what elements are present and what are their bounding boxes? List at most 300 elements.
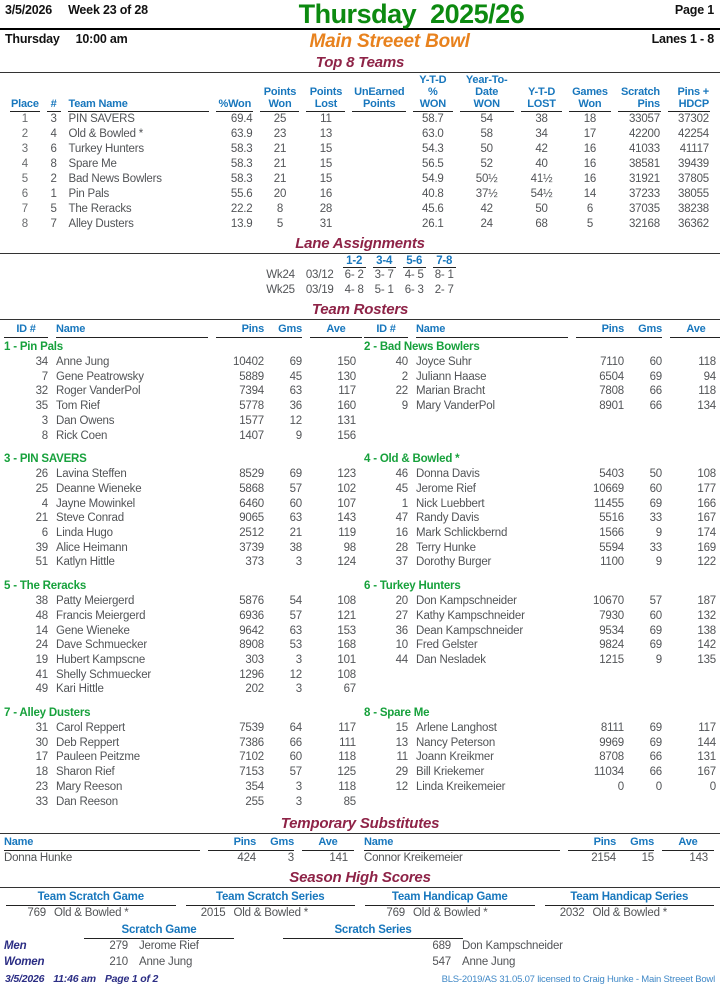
standing-ytd_lost: 34	[535, 128, 548, 140]
team-award-score: 2015	[200, 907, 226, 920]
section-title-top-teams: Top 8 Teams	[0, 54, 720, 73]
player-ave: 0	[709, 780, 716, 793]
lane-matchup: 6- 2	[344, 269, 364, 281]
roster-col-name: Name	[56, 322, 208, 338]
standing-pts_won: 23	[273, 128, 287, 140]
subs-col-pins: Pins	[233, 836, 256, 849]
standing-ytd_lost: 41½	[530, 173, 553, 185]
roster-team-title: 7 - Alley Dusters	[4, 707, 91, 720]
roster-player-row	[4, 541, 356, 556]
standing-pct_won: 22.2	[230, 203, 253, 215]
roster-col-pins: Pins	[601, 323, 624, 335]
player-name: Mary VanderPol	[416, 400, 495, 413]
top8-col-line2: LOST	[527, 98, 556, 110]
team-award	[186, 890, 356, 921]
player-name: Mary Reeson	[56, 780, 123, 793]
standing-pct_won: 55.6	[230, 188, 253, 200]
lane-matchup: 4- 5	[404, 269, 424, 281]
player-ave: 131	[337, 414, 356, 427]
player-name: Katlyn Hittle	[56, 556, 115, 569]
player-name: Alice Heimann	[56, 541, 128, 554]
roster-team-title: 3 - PIN SAVERS	[4, 453, 87, 466]
women-series-name: Anne Jung	[462, 955, 516, 968]
roster-player-row	[4, 682, 356, 697]
standing-scratch_pins: 42200	[628, 128, 660, 140]
player-pins: 7153	[239, 766, 264, 779]
roster-player-row	[364, 780, 716, 795]
roster-player-row	[4, 795, 356, 810]
player-pins: 10669	[593, 482, 624, 495]
standing-ytd_won: 42	[480, 203, 493, 215]
standing-pins_hdcp: 41117	[679, 143, 709, 155]
player-gms: 12	[289, 668, 302, 681]
women-label: Women	[4, 955, 45, 968]
league-time: 10:00 am	[75, 32, 128, 46]
player-id: 39	[35, 541, 48, 554]
top8-col-header	[668, 73, 710, 112]
team-award-score: 2032	[559, 907, 585, 920]
team-award-label: Team Handicap Series	[545, 890, 715, 906]
standing-team: Alley Dusters	[68, 218, 134, 230]
lane-pair-header: 1-2	[343, 255, 366, 268]
women-game-name: Anne Jung	[139, 955, 193, 968]
standing-games_won: 5	[586, 218, 594, 230]
standing-scratch_pins: 41033	[628, 143, 660, 155]
player-gms: 54	[289, 595, 302, 608]
player-ave: 124	[337, 556, 356, 569]
team-award-score: 769	[27, 907, 46, 920]
standing-ytd_pct: 58.7	[422, 113, 444, 125]
player-pins: 9534	[599, 624, 624, 637]
top8-col-header	[306, 73, 345, 112]
footer-print-date: 3/5/2026	[5, 973, 45, 985]
player-ave: 107	[337, 497, 356, 510]
standing-unearned	[352, 157, 406, 172]
substitute-name: Connor Kreikemeier	[364, 852, 463, 865]
player-pins: 7394	[239, 385, 264, 398]
player-pins: 3739	[239, 541, 264, 554]
roster-player-row	[4, 594, 356, 609]
standing-pts_lost: 16	[319, 188, 333, 200]
team-standing-row	[10, 127, 710, 142]
player-gms: 64	[289, 722, 302, 735]
top8-col-line1: Points	[263, 86, 297, 98]
player-gms: 0	[655, 780, 662, 793]
roster-team-block	[364, 452, 716, 570]
roster-player-row	[4, 482, 356, 497]
roster-team-block	[364, 340, 716, 443]
standing-games_won: 16	[583, 173, 597, 185]
player-gms: 33	[649, 541, 662, 554]
player-id: 12	[395, 780, 408, 793]
player-name: Gene Peatrowsky	[56, 370, 144, 383]
player-ave: 135	[697, 653, 716, 666]
standing-pts_lost: 11	[320, 113, 332, 125]
standing-ytd_won: 50	[480, 143, 493, 155]
roster-team-title: 4 - Old & Bowled *	[364, 453, 460, 466]
top8-col-header	[618, 73, 661, 112]
roster-grid	[4, 340, 716, 809]
standing-pts_won: 8	[276, 203, 284, 215]
player-pins: 1566	[599, 527, 624, 540]
lanes-label: Lanes 1 - 8	[651, 32, 714, 46]
top8-col-line1: Games	[572, 86, 608, 98]
standing-unearned	[352, 112, 406, 127]
substitute-gms: 15	[641, 852, 654, 865]
player-name: Joyce Suhr	[416, 356, 472, 368]
standing-pins_hdcp: 37302	[678, 113, 709, 125]
player-name: Hubert Kampscne	[56, 653, 146, 666]
lane-header-spacer	[264, 255, 297, 268]
player-name: Dan Owens	[56, 414, 115, 427]
standing-pts_lost: 15	[319, 158, 333, 170]
player-ave: 118	[698, 356, 716, 368]
roster-player-row	[364, 653, 716, 668]
player-name: Francis Meiergerd	[56, 609, 146, 622]
standing-pins_hdcp: 42254	[678, 128, 709, 140]
player-id: 48	[35, 609, 48, 622]
player-id: 46	[395, 468, 408, 481]
player-pins: 1296	[239, 668, 264, 681]
roster-player-row	[4, 384, 356, 399]
player-id: 35	[35, 400, 48, 413]
player-ave: 85	[343, 795, 356, 808]
team-award-team: Old & Bowled *	[54, 907, 129, 920]
roster-player-row	[4, 609, 356, 624]
player-gms: 57	[289, 766, 302, 779]
player-id: 6	[41, 527, 48, 540]
roster-player-row	[4, 765, 356, 780]
player-gms: 9	[655, 653, 662, 666]
men-high-score-row	[0, 939, 720, 955]
player-ave: 108	[337, 668, 356, 681]
player-pins: 7102	[239, 751, 264, 764]
roster-col-pins: Pins	[241, 323, 264, 335]
individual-award-headers	[0, 923, 720, 939]
player-id: 41	[35, 668, 48, 681]
roster-player-row	[364, 609, 716, 624]
standing-team: Turkey Hunters	[68, 143, 144, 155]
player-id: 7	[41, 370, 48, 383]
standing-ytd_lost: 68	[535, 218, 548, 230]
standing-place: 5	[21, 173, 28, 185]
player-gms: 63	[289, 385, 302, 398]
top8-col-line1: Points	[309, 86, 343, 98]
player-id: 25	[35, 482, 48, 495]
player-name: Donna Davis	[416, 468, 480, 481]
player-ave: 122	[697, 556, 716, 569]
standing-place: 1	[21, 113, 28, 125]
player-gms: 66	[649, 751, 662, 764]
player-name: Jerome Rief	[416, 482, 476, 495]
team-standing-row	[10, 217, 710, 232]
substitute-gms: 3	[287, 852, 294, 865]
subs-col-ave: Ave	[662, 835, 714, 851]
top8-col-line2: WON	[473, 98, 500, 110]
player-name: Gene Wieneke	[56, 624, 130, 637]
standing-num: 7	[50, 218, 57, 230]
team-standing-row	[10, 187, 710, 202]
player-name: Deb Reppert	[56, 736, 120, 749]
standing-ytd_lost: 54½	[530, 188, 553, 200]
roster-col-id: ID #	[4, 322, 48, 338]
player-ave: 156	[337, 429, 356, 442]
top8-col-line1: Y-T-D	[527, 86, 556, 98]
standing-unearned	[352, 172, 406, 187]
player-gms: 69	[649, 370, 662, 383]
standing-pts_won: 20	[273, 188, 287, 200]
team-awards	[0, 890, 720, 921]
player-name: Dan Nesladek	[416, 653, 486, 666]
player-id: 22	[395, 385, 408, 398]
standing-team: Spare Me	[68, 158, 117, 170]
player-ave: 101	[337, 653, 356, 666]
player-pins: 6936	[239, 609, 264, 622]
header-row-2	[0, 30, 720, 52]
roster-player-row	[364, 399, 716, 414]
standing-num: 4	[50, 128, 57, 140]
player-pins: 1215	[599, 653, 624, 666]
player-id: 1	[401, 497, 408, 510]
subs-col-gms: Gms	[630, 836, 654, 849]
team-award-label: Team Handicap Game	[365, 890, 535, 906]
player-pins: 7808	[599, 385, 624, 398]
lane-assignments-header	[264, 255, 456, 268]
subs-col-ave: Ave	[302, 835, 354, 851]
player-name: Kathy Kampschneider	[416, 609, 525, 622]
header-date-week	[5, 3, 148, 17]
player-pins: 354	[245, 780, 264, 793]
roster-player-row	[4, 668, 356, 683]
top8-col-line2: Won	[268, 98, 292, 110]
player-id: 49	[35, 683, 48, 696]
top8-col-line1: Y-T-D	[419, 74, 447, 86]
lane-week: Wk25	[266, 284, 295, 296]
standing-ytd_pct: 40.8	[422, 188, 444, 200]
player-pins: 11455	[593, 497, 624, 510]
player-ave: 118	[338, 780, 356, 793]
roster-player-row	[4, 638, 356, 653]
player-id: 10	[395, 639, 408, 652]
player-id: 31	[35, 722, 48, 735]
player-gms: 63	[289, 624, 302, 637]
section-title-temporary-substitutes: Temporary Substitutes	[0, 815, 720, 834]
player-pins: 7539	[239, 722, 264, 735]
player-name: Carol Reppert	[56, 722, 125, 735]
report-date: 3/5/2026	[5, 3, 53, 17]
player-name: Tom Rief	[56, 400, 100, 413]
roster-col-pins-gms	[216, 322, 302, 338]
roster-player-row	[364, 526, 716, 541]
player-gms: 36	[289, 400, 302, 413]
player-name: Nick Luebbert	[416, 497, 485, 510]
roster-player-row	[4, 355, 356, 370]
player-ave: 174	[697, 527, 716, 540]
substitute-ave: 143	[689, 852, 708, 865]
section-title-team-rosters: Team Rosters	[0, 301, 720, 320]
player-id: 44	[395, 653, 408, 666]
standing-scratch_pins: 31921	[628, 173, 660, 185]
player-name: Linda Hugo	[56, 527, 113, 540]
subs-col-name: Name	[364, 835, 560, 851]
player-id: 26	[35, 468, 48, 481]
player-id: 36	[395, 624, 408, 637]
roster-player-row	[4, 497, 356, 512]
roster-player-row	[364, 736, 716, 751]
standing-ytd_pct: 54.3	[422, 143, 444, 155]
footer-page-count: Page 1 of 2	[104, 973, 159, 985]
player-pins: 7386	[239, 736, 264, 749]
standing-num: 5	[50, 203, 57, 215]
player-name: Lavina Steffen	[56, 468, 127, 481]
roster-col-ave: Ave	[670, 322, 720, 338]
top-teams-body	[10, 112, 710, 232]
subs-columns	[364, 835, 716, 851]
subs-right	[364, 835, 716, 866]
roster-player-row	[4, 555, 356, 570]
top8-col-header	[216, 73, 253, 112]
player-name: Deanne Wieneke	[56, 482, 142, 495]
men-series-name: Don Kampschneider	[462, 940, 563, 953]
roster-team-block	[4, 452, 356, 570]
standing-pts_lost: 31	[319, 218, 333, 230]
roster-player-row	[364, 384, 716, 399]
player-gms: 60	[289, 497, 302, 510]
lane-assignment-row	[264, 268, 456, 283]
lane-matchup: 8- 1	[434, 269, 454, 281]
player-pins: 1407	[239, 429, 264, 442]
roster-player-row	[364, 355, 716, 370]
player-gms: 9	[295, 429, 302, 442]
player-ave: 117	[698, 722, 716, 735]
lane-pair-header: 3-4	[373, 255, 396, 268]
player-pins: 1577	[239, 414, 264, 427]
player-gms: 21	[289, 527, 302, 540]
team-award	[6, 890, 176, 921]
player-ave: 117	[338, 722, 356, 735]
player-name: Marian Bracht	[416, 385, 485, 398]
player-id: 4	[41, 497, 48, 510]
standing-pts_lost: 13	[319, 128, 333, 140]
player-gms: 57	[649, 595, 662, 608]
roster-player-row	[4, 370, 356, 385]
player-ave: 168	[337, 639, 356, 652]
player-gms: 66	[649, 385, 662, 398]
player-ave: 166	[697, 497, 716, 510]
player-ave: 160	[337, 400, 356, 413]
player-gms: 3	[295, 683, 302, 696]
player-id: 13	[395, 736, 408, 749]
player-name: Pauleen Peitzme	[56, 751, 140, 764]
substitute-name: Donna Hunke	[4, 852, 73, 865]
lane-matchup: 6- 3	[404, 284, 424, 296]
standing-ytd_lost: 50	[535, 203, 548, 215]
team-award	[365, 890, 535, 921]
subs-col-name: Name	[4, 835, 200, 851]
roster-columns-right	[364, 322, 716, 338]
player-name: Juliann Haase	[416, 370, 487, 383]
top8-col-line2: Lost	[314, 98, 338, 110]
player-pins: 11034	[593, 766, 624, 779]
player-gms: 12	[289, 414, 302, 427]
top-teams-table	[3, 73, 717, 232]
team-award-team: Old & Bowled *	[592, 907, 668, 920]
player-pins: 8529	[239, 468, 264, 481]
standing-unearned	[352, 202, 406, 217]
standing-pts_lost: 15	[319, 143, 333, 155]
roster-player-row	[4, 467, 356, 482]
player-gms: 69	[289, 356, 302, 368]
men-label: Men	[4, 940, 27, 953]
standing-games_won: 14	[583, 188, 597, 200]
top8-col-line2: Points	[363, 98, 396, 110]
top8-col-line1: Year-To-Date	[465, 74, 508, 98]
team-award-value	[6, 906, 176, 921]
lane-matchup: 5- 1	[374, 284, 394, 296]
player-ave: 134	[697, 400, 716, 413]
roster-player-row	[4, 526, 356, 541]
top8-col-line2: Won	[578, 98, 602, 110]
lane-header-spacer	[304, 255, 336, 268]
lane-header-row	[264, 255, 456, 268]
team-award-label: Team Scratch Series	[186, 890, 356, 906]
player-gms: 69	[649, 639, 662, 652]
player-name: Anne Jung	[56, 356, 110, 368]
player-pins: 9969	[599, 736, 624, 749]
roster-team-block	[4, 579, 356, 697]
player-id: 9	[401, 400, 408, 413]
roster-team-title: 8 - Spare Me	[364, 707, 430, 720]
week-label: Week 23 of 28	[68, 3, 148, 17]
player-name: Kari Hittle	[56, 683, 104, 696]
roster-team-block	[364, 706, 716, 809]
player-id: 2	[401, 370, 408, 383]
standing-games_won: 16	[583, 158, 597, 170]
subs-columns	[4, 835, 356, 851]
page-number: Page 1	[674, 3, 714, 17]
women-series-score: 547	[432, 955, 451, 968]
player-pins: 9824	[599, 639, 624, 652]
roster-player-row	[4, 721, 356, 736]
player-name: Nancy Peterson	[416, 736, 496, 749]
standing-ytd_pct: 45.6	[422, 203, 444, 215]
roster-player-row	[4, 399, 356, 414]
player-pins: 5594	[599, 541, 624, 554]
team-award-team: Old & Bowled *	[413, 907, 488, 920]
player-name: Sharon Rief	[56, 766, 115, 779]
player-ave: 177	[697, 482, 716, 495]
player-id: 19	[35, 653, 48, 666]
player-ave: 108	[337, 595, 356, 608]
standing-team: Old & Bowled *	[68, 128, 144, 140]
roster-col-gms: Gms	[638, 323, 662, 335]
standing-pct_won: 63.9	[230, 128, 253, 140]
team-award-label: Team Scratch Game	[6, 890, 176, 906]
player-name: Dan Reeson	[56, 795, 118, 808]
standing-place: 7	[21, 203, 28, 215]
standing-games_won: 18	[583, 113, 597, 125]
substitute-pins: 424	[237, 852, 256, 865]
top8-col-header	[10, 73, 40, 112]
player-gms: 57	[289, 482, 302, 495]
roster-player-row	[364, 624, 716, 639]
player-ave: 117	[338, 385, 356, 398]
standing-ytd_won: 37½	[475, 188, 498, 200]
player-pins: 5516	[599, 512, 624, 525]
player-ave: 167	[697, 512, 716, 525]
standing-pct_won: 69.4	[230, 113, 253, 125]
player-name: Jayne Mowinkel	[56, 497, 136, 510]
